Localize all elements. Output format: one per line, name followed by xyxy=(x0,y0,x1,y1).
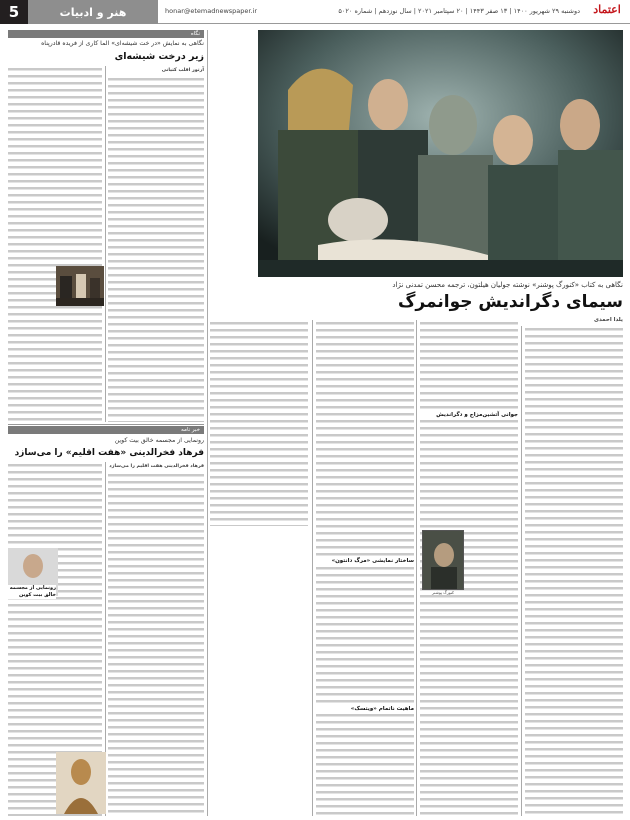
main-body-col-1 xyxy=(525,326,623,816)
page-number: 5 xyxy=(0,0,28,24)
dateline: دوشنبه ۲۹ شهریور ۱۴۰۰ | ۱۳ صفر ۱۴۴۳ | ۲۰ سپتامبر ۲۰۲۱ | سال نوزدهم | شماره ۵۰۲۰ xyxy=(338,7,580,15)
column-rule xyxy=(521,326,522,816)
news-strip: خبر نامه xyxy=(8,426,204,434)
main-body-col-4 xyxy=(210,320,308,526)
main-subhead-3: ماهیت ناتمام «ویتسک» xyxy=(316,706,414,712)
column-rule xyxy=(105,66,106,422)
bottom-kicker: رونمایی از مجسمه خالق بیت کوین xyxy=(114,437,204,444)
section-divider xyxy=(8,424,204,425)
column-rule xyxy=(312,320,313,816)
page-header xyxy=(0,0,630,24)
statue-photo xyxy=(56,752,106,814)
left-body-col-2 xyxy=(8,66,102,422)
column-rule xyxy=(207,30,208,816)
right-column-author: یلدا احمدی xyxy=(593,317,623,323)
main-subhead-1: جوانی آتشین‌مزاج و دگراندیش xyxy=(420,412,518,418)
left-author: آرتور اقلب کتیانی xyxy=(161,68,204,73)
left-kicker: نگاهی به نمایش «در خت شیشه‌ای» الما کاری از فریده قادرپناه xyxy=(41,40,204,47)
main-headline: سیمای دگراندیش جوانمرگ xyxy=(398,292,623,312)
stage-photo xyxy=(56,266,104,306)
bottom-body-col-1 xyxy=(108,472,204,816)
bottom-headline: فرهاد فخرالدینی «هفت اقلیم» را می‌سازد xyxy=(14,448,204,458)
section-label: هنر و ادبیات xyxy=(28,0,158,24)
left-strip: نگاه xyxy=(8,30,204,38)
book-cover-caption: کنورگ پوشنر xyxy=(432,590,454,595)
theatre-photo xyxy=(258,30,623,277)
newspaper-logo: اعتماد xyxy=(593,3,621,16)
left-body-col-1 xyxy=(108,76,204,422)
statue-caption: رونمایی از مجسمه خالق بیت کوین xyxy=(9,585,56,598)
left-headline: زیر درخت شیشه‌ای xyxy=(114,51,204,62)
section-email: honar@etemadnewspaper.ir xyxy=(165,7,258,15)
bottom-intro: فرهاد فخرالدینی هفت اقلیم را می‌سازد xyxy=(109,464,204,469)
main-body-col-3 xyxy=(316,320,414,816)
main-kicker: نگاهی به کتاب «کنورگ پوشنر» نوشته جولیان هیلتون، ترجمه محسن تمدنی نژاد xyxy=(392,281,623,289)
main-subhead-2: ساختار نمایشی «مرگ دانتون» xyxy=(316,558,414,564)
column-rule xyxy=(416,320,417,816)
book-cover-image xyxy=(422,530,464,590)
